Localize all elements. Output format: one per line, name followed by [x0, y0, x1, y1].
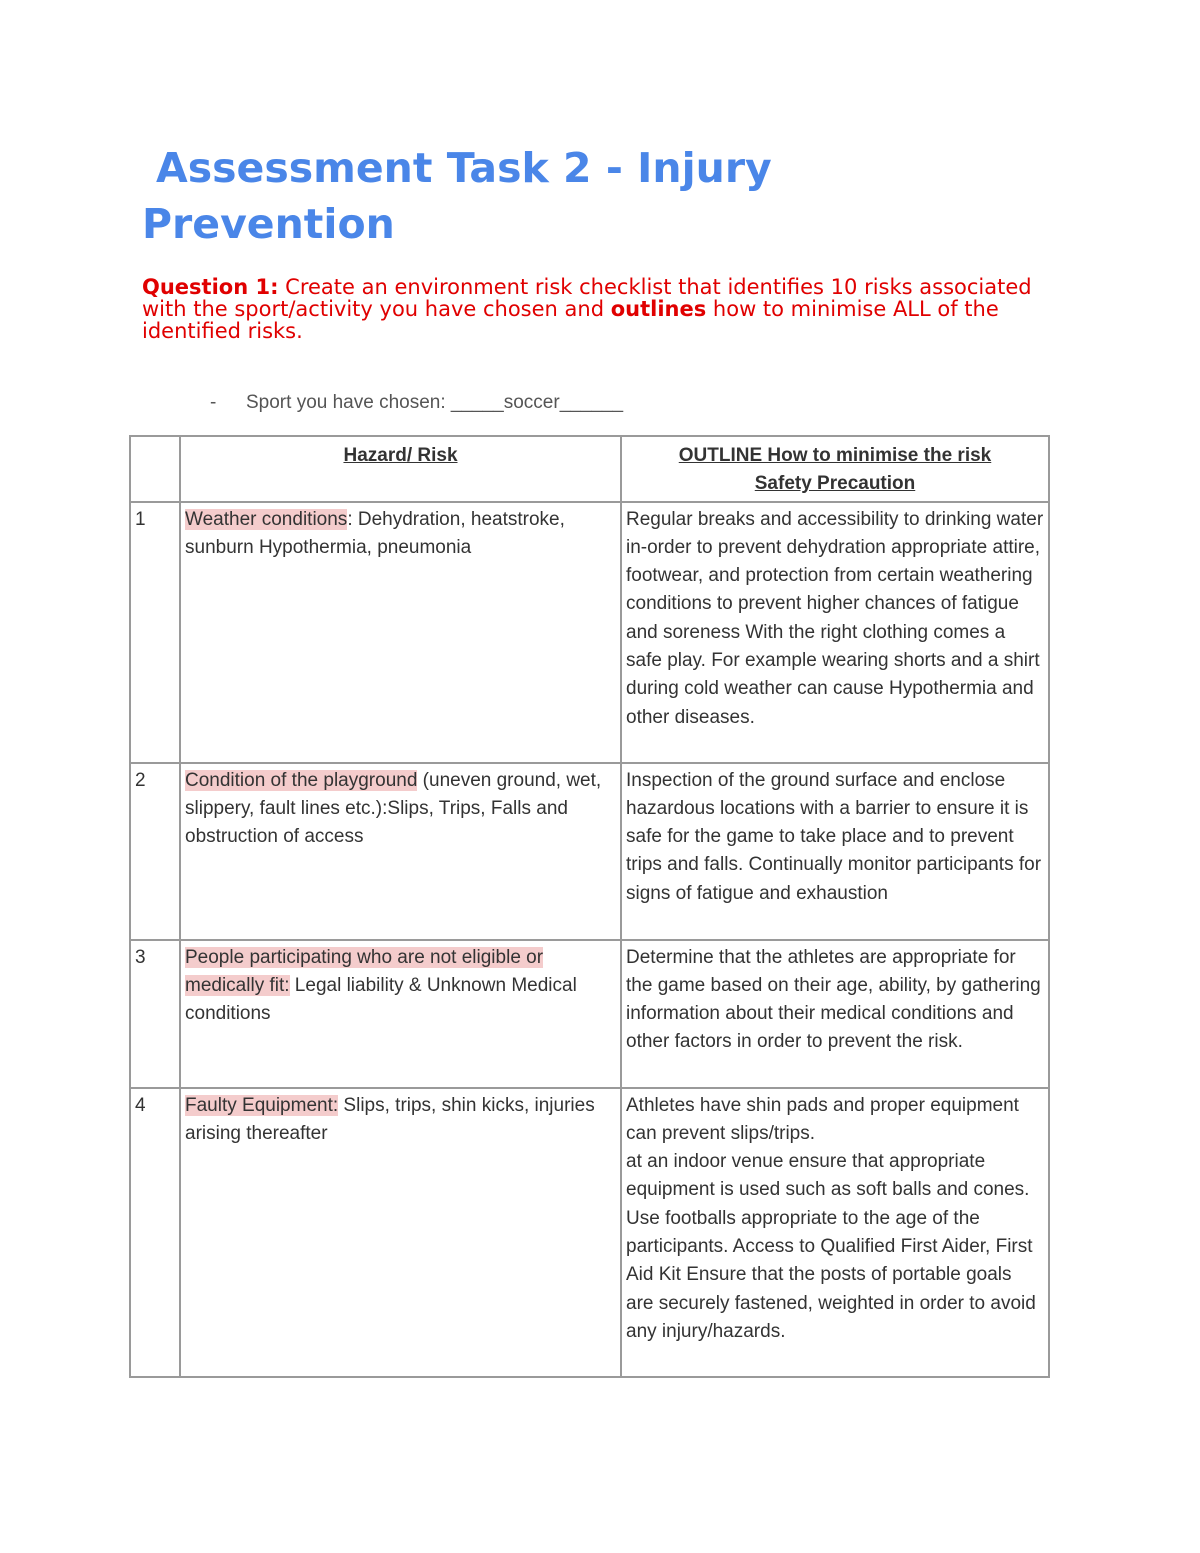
row-number: 4	[130, 1088, 180, 1377]
precaution-cell	[621, 1088, 1049, 1377]
hazard-highlight: Weather conditions	[185, 508, 348, 530]
table-row	[130, 1088, 1049, 1377]
hazard-cell	[180, 502, 621, 763]
hazard-highlight: People participating who are not eligible or medically fit:	[185, 946, 544, 996]
table-row	[130, 502, 1049, 763]
header-outline	[621, 436, 1049, 502]
title-line-1: Assessment Task 2 - Injury	[156, 144, 772, 192]
precaution-line-2: at an indoor venue ensure that appropriate equipment is used such as soft balls and cones. Use footballs appropriate to the age of the participants. Access to Qualified First Aider, First Aid Kit Ensure that the posts of portable goals are securely fastened, weighted in order to avoid any injury/hazards.	[626, 1151, 1036, 1342]
question-bold-word: outlines	[610, 297, 707, 321]
sport-chosen-text: Sport you have chosen: _____soccer______	[246, 392, 624, 413]
hazard-detail: : Dehydration, heatstroke, sunburn Hypothermia, pneumonia	[185, 508, 565, 558]
row-number: 2	[130, 763, 180, 940]
row-number: 1	[130, 502, 180, 763]
question-text	[142, 276, 1042, 342]
table-row	[130, 940, 1049, 1088]
precaution-cell: Regular breaks and accessibility to drinking water in-order to prevent dehydration appropriate attire, footwear, and protection from certain weathering conditions to prevent higher chances of fatigue and soreness With the right clothing comes a safe play. For example wearing shorts and a shirt during cold weather can cause Hypothermia and other diseases.	[621, 502, 1049, 763]
header-outline-line1: OUTLINE How to minimise the risk	[678, 445, 992, 466]
hazard-highlight: Faulty Equipment:	[185, 1094, 339, 1116]
hazard-detail: Slips, trips, shin kicks, injuries arising thereafter	[185, 1094, 595, 1144]
hazard-highlight: Condition of the playground	[185, 769, 418, 791]
hazard-detail: (uneven ground, wet, slippery, fault lines etc.):Slips, Trips, Falls and obstruction of access	[185, 769, 602, 848]
header-outline-line2: Safety Precaution	[754, 473, 916, 495]
hazard-cell	[180, 940, 621, 1088]
table-row	[130, 763, 1049, 940]
question-body-2: how to minimise ALL of the identified risks.	[142, 297, 999, 343]
bullet-dash: -	[210, 392, 217, 413]
page-title	[142, 140, 902, 252]
question-body-1: Create an environment risk checklist that identifies 10 risks associated with the sport/activity you have chosen and	[142, 275, 1032, 321]
precaution-cell: Determine that the athletes are appropriate for the game based on their age, ability, by gathering information about their medical conditions and other factors in order to prevent the risk.	[621, 940, 1049, 1088]
sport-chosen-line	[210, 390, 623, 416]
risk-checklist-table	[129, 435, 1050, 1378]
hazard-cell	[180, 763, 621, 940]
row-number: 3	[130, 940, 180, 1088]
precaution-cell: Inspection of the ground surface and enclose hazardous locations with a barrier to ensure it is safe for the game to take place and to prevent trips and falls. Continually monitor participants for signs of fatigue and exhaustion	[621, 763, 1049, 940]
title-line-2: Prevention	[142, 200, 395, 248]
precaution-line-1: Athletes have shin pads and proper equipment can prevent slips/trips.	[626, 1094, 1019, 1144]
table-header-row	[130, 436, 1049, 502]
header-number	[130, 436, 180, 502]
hazard-detail: Legal liability & Unknown Medical conditions	[185, 974, 577, 1025]
header-hazard	[180, 436, 621, 502]
hazard-cell	[180, 1088, 621, 1377]
header-hazard-label: Hazard/ Risk	[343, 445, 458, 466]
question-label: Question 1:	[142, 275, 279, 299]
